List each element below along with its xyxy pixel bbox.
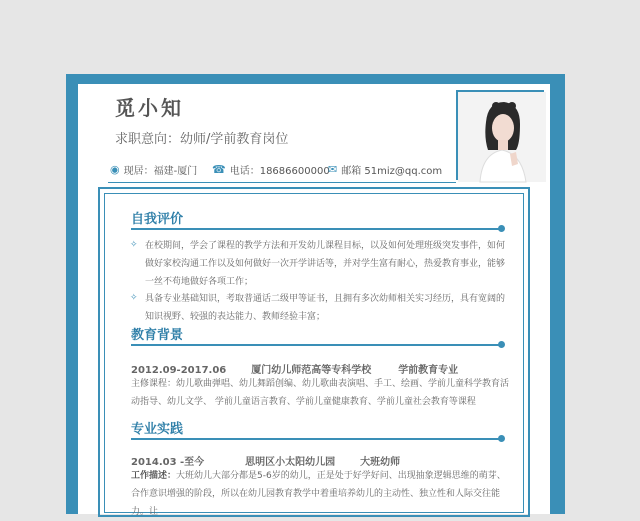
education-period: 2012.09-2017.06 [131,365,227,376]
applicant-name: 觅小知 [115,96,184,120]
contact-location [110,162,197,177]
practice-header [131,453,400,468]
education-school: 厦门幼儿师范高等专科学校 [251,365,372,376]
section-dot-self-eval [498,225,505,232]
self-eval-item-2: 具备专业基础知识，考取普通话二级甲等证书，且拥有多次幼师相关实习经历，具有宽阔的知识视野、较强的表达能力、教师经验丰富； [145,294,506,322]
section-divider-practice [131,438,500,440]
map-pin-icon: ◉ [110,163,120,176]
mail-icon: ✉ [328,163,338,176]
section-title-self-eval: 自我评价 [131,212,184,227]
self-eval-item-1: 在校期间，学会了课程的教学方法和开发幼儿课程目标，以及如何处理班级突发事件，如何做好家校沟通工作以及如何做好一次开学讲话等，并对学生富有耐心，热爱教育事业，能够一丝不苟地做好各项工作； [145,241,506,287]
section-divider-self-eval [131,228,500,230]
practice-org: 思明区小太阳幼儿园 [245,457,336,468]
practice-role: 大班幼师 [360,457,401,468]
contact-phone [212,162,330,177]
phone-icon: ☎ [212,163,226,176]
section-dot-education [498,341,505,348]
section-title-practice: 专业实践 [131,422,184,437]
phone-text: 电话：18686600000 [229,166,330,177]
contact-divider [108,182,456,183]
education-header [131,361,458,376]
bullet-icon: ✧ [130,293,138,303]
profile-photo [456,90,544,180]
education-courses: 主修课程：幼儿歌曲弹唱、幼儿舞蹈创编、幼儿歌曲表演唱、手工、绘画、学前儿童科学教育活动指导、幼儿文学、 学前儿童语言教育、学前儿童健康教育、学前儿童社会教育等课程 [131,379,510,407]
contact-email [328,162,442,177]
practice-desc-text: 大班幼儿大部分都是5-6岁的幼儿，正是处于好学好问、出现抽象逻辑思维的萌芽、合作意识增强的阶段，所以在幼儿园教育教学中着重培养幼儿的主动性、独立性和人际交往能力。让 [131,471,506,517]
email-text: 邮箱 51miz@qq.com [341,166,443,177]
practice-period: 2014.03 -至今 [131,457,205,468]
bullet-icon: ✧ [130,240,138,250]
practice-description [131,467,511,521]
location-text: 现居：福建-厦门 [123,166,198,177]
section-title-education: 教育背景 [131,328,184,343]
practice-desc-label: 工作描述： [131,471,177,481]
job-intent: 求职意向：幼师/学前教育岗位 [115,132,289,147]
education-major: 学前教育专业 [398,365,459,376]
portrait-image [458,92,546,182]
section-dot-practice [498,435,505,442]
section-divider-education [131,344,500,346]
